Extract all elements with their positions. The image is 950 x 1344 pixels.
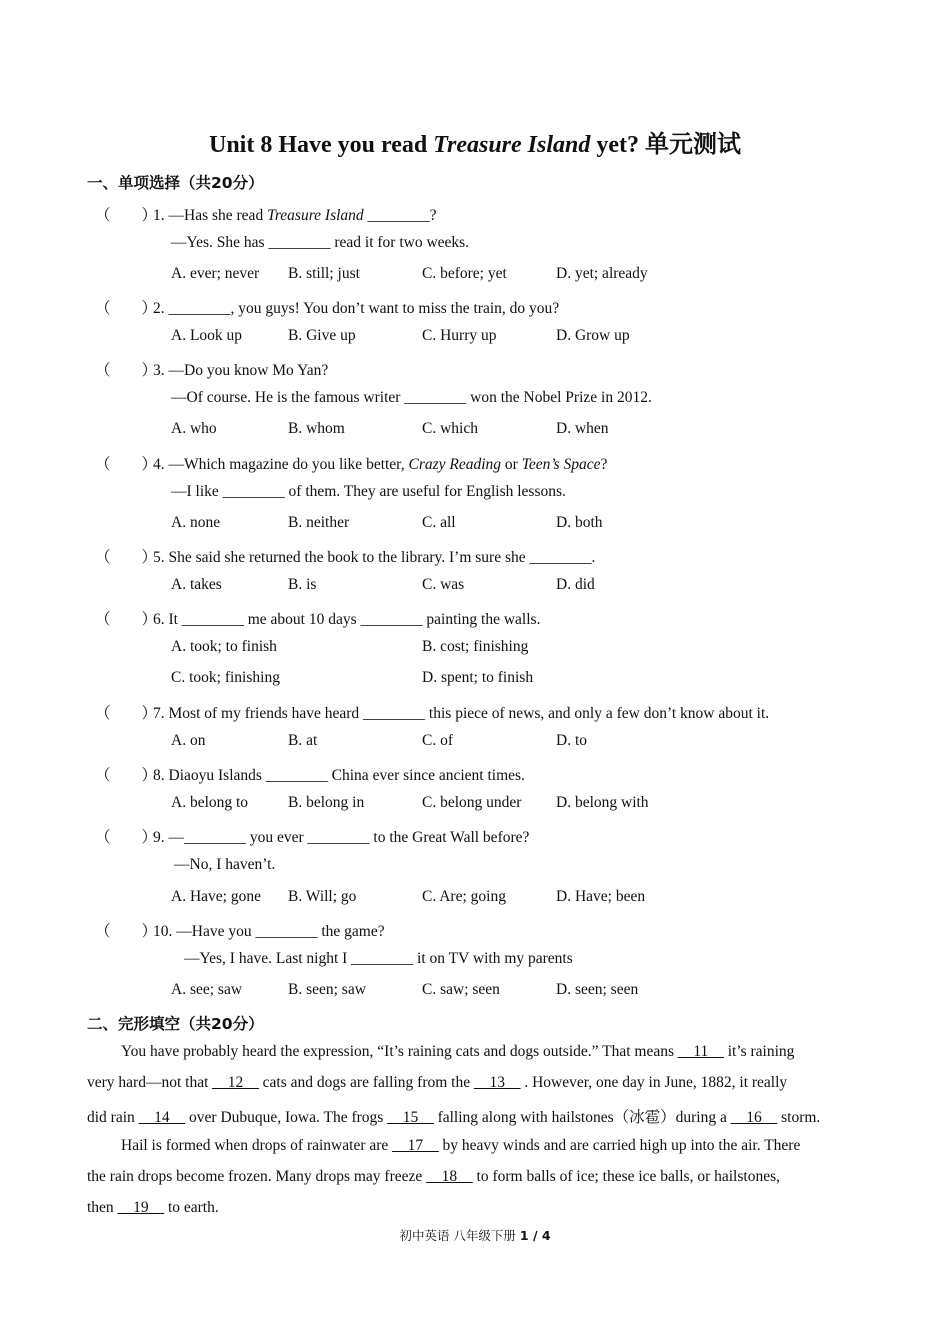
question-7: （ ）7. Most of my friends have heard ________ this piece of news, and only a few don’t know about it.	[95, 701, 769, 723]
option-c: C. took; finishing	[171, 669, 280, 686]
option-a: A. Have; gone	[171, 888, 261, 905]
blank-16[interactable]: __16__	[730, 1109, 778, 1126]
option-a: A. who	[171, 420, 217, 437]
footer-label: 初中英语 八年级下册	[399, 1228, 520, 1243]
option-d: D. yet; already	[556, 265, 648, 282]
question-5: （ ）5. She said she returned the book to the library. I’m sure she ________.	[95, 545, 595, 567]
question-3: （ ）3. —Do you know Mo Yan?	[95, 358, 328, 380]
blank-14[interactable]: __14__	[138, 1109, 186, 1126]
option-d: D. when	[556, 420, 609, 437]
option-c: C. belong under	[422, 794, 522, 811]
answer-bracket[interactable]: （ ）	[95, 829, 158, 846]
blank-11[interactable]: __11__	[677, 1043, 724, 1060]
option-b: B. at	[288, 732, 318, 749]
option-d: D. Grow up	[556, 327, 630, 344]
page-footer	[0, 1226, 950, 1244]
option-a: A. Look up	[171, 327, 243, 344]
section-heading-2: 二、完形填空（共20分）	[87, 1015, 264, 1033]
question-10-line-2: —Yes, I have. Last night I ________ it on TV with my parents	[184, 950, 573, 967]
passage-line: the rain drops become frozen. Many drops may freeze __18__ to form balls of ice; these ice balls, or hailstones,	[87, 1168, 780, 1185]
option-c: C. before; yet	[422, 265, 507, 282]
passage-line: did rain __14__ over Dubuque, Iowa. The frogs __15__ falling along with hailstones（冰雹）during a __16__ storm.	[87, 1109, 821, 1126]
option-c: C. saw; seen	[422, 981, 500, 998]
option-d: D. Have; been	[556, 888, 646, 905]
option-d: D. both	[556, 514, 603, 531]
title-book: Treasure Island	[433, 132, 591, 158]
passage-line: then __19__ to earth.	[87, 1199, 219, 1216]
option-a: A. took; to finish	[171, 638, 277, 655]
option-b: B. still; just	[288, 265, 360, 282]
question-8: （ ）8. Diaoyu Islands ________ China ever since ancient times.	[95, 763, 525, 785]
page-title	[0, 124, 950, 159]
question-4: （ ）4. —Which magazine do you like better, Crazy Reading or Teen’s Space?	[95, 452, 607, 474]
option-b: B. is	[288, 576, 317, 593]
page-number: 1 / 4	[519, 1228, 551, 1243]
answer-bracket[interactable]: （ ）	[95, 611, 158, 628]
question-1: （ ）1. —Has she read Treasure Island ________?	[95, 203, 436, 225]
answer-bracket[interactable]: （ ）	[95, 207, 158, 224]
option-b: B. belong in	[288, 794, 365, 811]
passage-line: You have probably heard the expression, “It’s raining cats and dogs outside.” That means __11__ it’s raining	[121, 1043, 795, 1060]
answer-bracket[interactable]: （ ）	[95, 767, 158, 784]
option-a: A. ever; never	[171, 265, 260, 282]
question-6: （ ）6. It ________ me about 10 days ________ painting the walls.	[95, 607, 540, 629]
option-b: B. cost; finishing	[422, 638, 529, 655]
option-a: A. takes	[171, 576, 222, 593]
option-b: B. Will; go	[288, 888, 357, 905]
passage-line: very hard—not that __12__ cats and dogs are falling from the __13__ . However, one day in June, 1882, it really	[87, 1074, 788, 1091]
option-a: A. none	[171, 514, 221, 531]
option-b: B. seen; saw	[288, 981, 366, 998]
question-4-line-2: —I like ________ of them. They are useful for English lessons.	[171, 483, 566, 500]
option-d: D. spent; to finish	[422, 669, 534, 686]
question-3-line-2: —Of course. He is the famous writer ________ won the Nobel Prize in 2012.	[171, 389, 652, 406]
section-heading-1: 一、单项选择（共20分）	[87, 174, 264, 192]
option-d: D. belong with	[556, 794, 649, 811]
answer-bracket[interactable]: （ ）	[95, 705, 158, 722]
option-a: A. on	[171, 732, 206, 749]
blank-13[interactable]: __13__	[473, 1074, 521, 1091]
question-9-line-2: —No, I haven’t.	[174, 856, 276, 873]
option-c: C. Are; going	[422, 888, 506, 905]
title-suffix: yet? 单元测试	[590, 132, 742, 158]
blank-12[interactable]: __12__	[212, 1074, 259, 1091]
option-a: A. see; saw	[171, 981, 243, 998]
question-1-line-2: —Yes. She has ________ read it for two weeks.	[171, 234, 470, 251]
option-c: C. was	[422, 576, 465, 593]
option-b: B. neither	[288, 514, 350, 531]
blank-18[interactable]: __18__	[426, 1168, 473, 1185]
answer-bracket[interactable]: （ ）	[95, 300, 158, 317]
passage-line: Hail is formed when drops of rainwater are __17__ by heavy winds and are carried high up into the air. There	[121, 1137, 801, 1154]
question-10: （ ）10. —Have you ________ the game?	[95, 919, 385, 941]
option-c: C. all	[422, 514, 456, 531]
option-d: D. to	[556, 732, 587, 749]
option-c: C. which	[422, 420, 478, 437]
blank-19[interactable]: __19__	[117, 1199, 165, 1216]
question-2: （ ）2. ________, you guys! You don’t want to miss the train, do you?	[95, 296, 559, 318]
answer-bracket[interactable]: （ ）	[95, 456, 158, 473]
blank-17[interactable]: __17__	[392, 1137, 439, 1154]
option-c: C. Hurry up	[422, 327, 497, 344]
option-d: D. seen; seen	[556, 981, 639, 998]
answer-bracket[interactable]: （ ）	[95, 362, 158, 379]
option-a: A. belong to	[171, 794, 249, 811]
option-c: C. of	[422, 732, 453, 749]
blank-15[interactable]: __15__	[387, 1109, 434, 1126]
title-text: Unit 8 Have you read	[208, 132, 434, 158]
question-9: （ ）9. —________ you ever ________ to the Great Wall before?	[95, 825, 529, 847]
option-b: B. whom	[288, 420, 345, 437]
option-d: D. did	[556, 576, 595, 593]
answer-bracket[interactable]: （ ）	[95, 549, 158, 566]
option-b: B. Give up	[288, 327, 356, 344]
answer-bracket[interactable]: （ ）	[95, 923, 158, 940]
